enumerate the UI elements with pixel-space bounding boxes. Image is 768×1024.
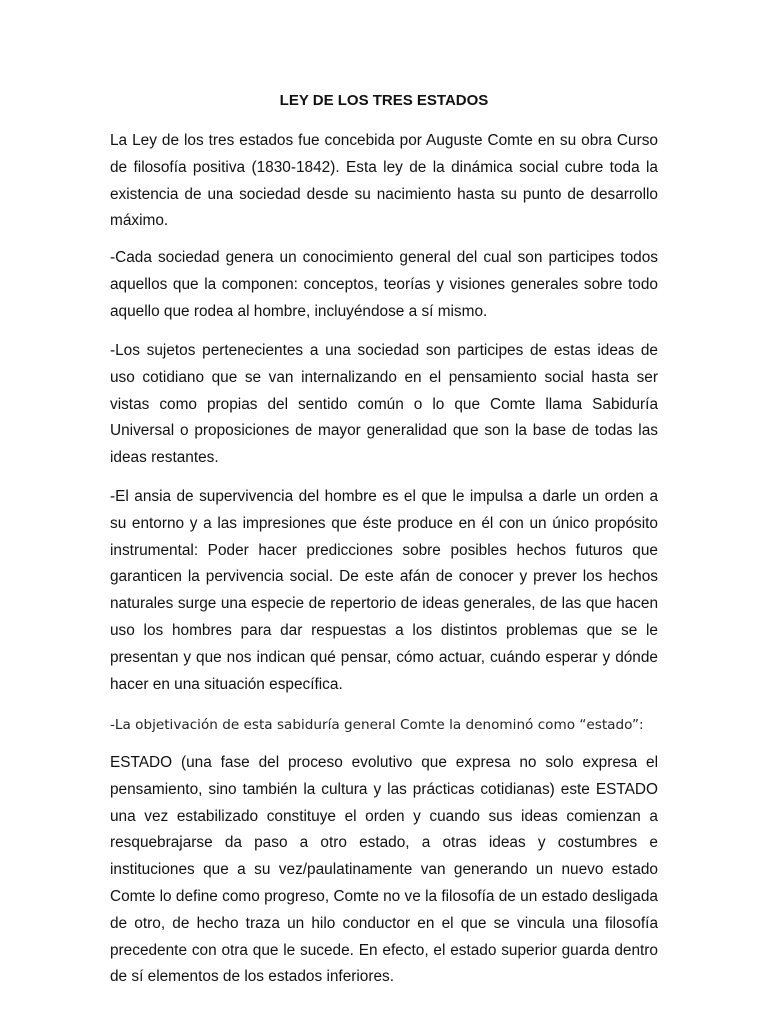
- paragraph-survival: -El ansia de supervivencia del hombre es el que le impulsa a darle un orden a su entorno y a las impresiones que éste produce en él con un único propósito instrumental: Poder hacer predicciones sobre posibles hechos futuros que garanticen la pervivencia social. De este afán de conocer y prever los hechos naturales surge una especie de repertorio de ideas generales, de las que hacen uso los hombres para dar respuestas a los distintos problemas que se le presentan y que nos indican qué pensar, cómo actuar, cuándo esperar y dónde hacer en una situación específica.: [110, 488, 658, 693]
- paragraph-intro: La Ley de los tres estados fue concebida por Auguste Comte en su obra Curso de filosofía positiva (1830-1842). Esta ley de la dinámica social cubre toda la existencia de una sociedad desde su nacimiento hasta su punto de desarrollo máximo.: [110, 132, 658, 230]
- paragraph-knowledge: -Cada sociedad genera un conocimiento general del cual son participes todos aquellos que la componen: conceptos, teorías y visiones generales sobre todo aquello que rodea al hombre, incluyéndose a sí mismo.: [110, 249, 658, 320]
- paragraph-objectivation: -La objetivación de esta sabiduría general Comte la denominó como “estado”:: [110, 717, 644, 733]
- paragraph-subjects: -Los sujetos pertenecientes a una sociedad son participes de estas ideas de uso cotidiano que se van internalizando en el pensamiento social hasta ser vistas como propias del sentido común o lo que Comte llama Sabiduría Universal o proposiciones de mayor generalidad que son la base de todas las ideas restantes.: [110, 342, 658, 467]
- paragraph-estado: ESTADO (una fase del proceso evolutivo que expresa no solo expresa el pensamiento, sino también la cultura y las prácticas cotidianas) este ESTADO una vez estabilizado constituye el orden y cuando sus ideas comienzan a resquebrajarse da paso a otro estado, a otras ideas y costumbres e instituciones que a su vez/paulatinamente van generando un nuevo estado Comte lo define como progreso, Comte no ve la filosofía de un estado desligada de otro, de hecho traza un hilo conductor en el que se vincula una filosofía precedente con otra que le sucede. En efecto, el estado superior guarda dentro de sí elementos de los estados inferiores.: [110, 754, 658, 986]
- document-title: LEY DE LOS TRES ESTADOS: [279, 92, 489, 109]
